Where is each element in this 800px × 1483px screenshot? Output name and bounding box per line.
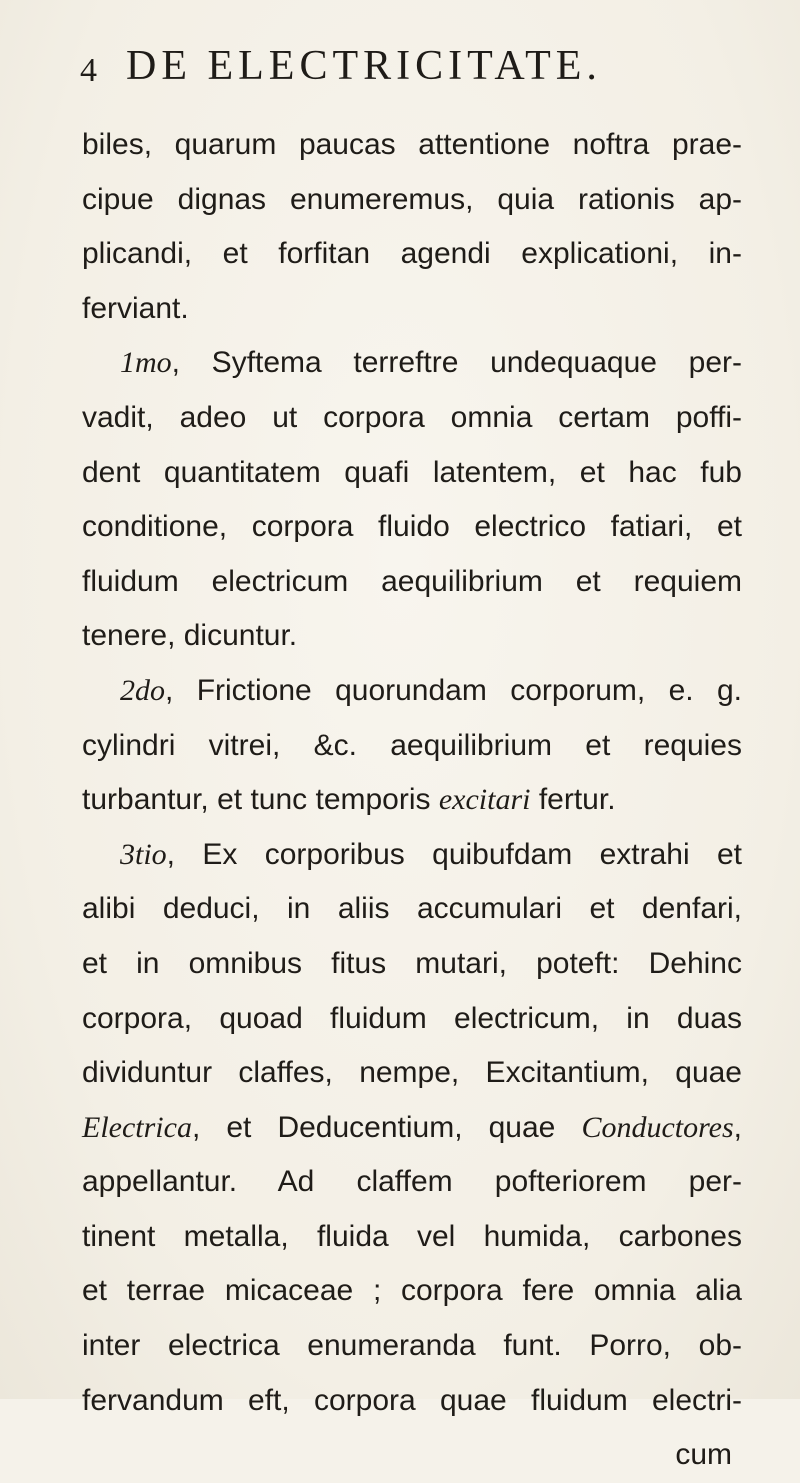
text-span: dent quantitatem quafi latentem, et hac fub — [82, 455, 742, 489]
text-line — [82, 391, 742, 446]
text-line — [82, 446, 742, 501]
text-span: , Syftema terreftre undequaque per- — [171, 346, 742, 380]
text-span: cylindri vitrei, &c. aequilibrium et requies — [82, 728, 742, 762]
text-line — [82, 1319, 742, 1374]
running-title: DE ELECTRICITATE. — [126, 43, 602, 89]
italic-text: Conductores — [581, 1110, 734, 1144]
text-span: plicandi, et forfitan agendi explicationi, in- — [82, 237, 742, 271]
text-line — [82, 992, 742, 1047]
text-line — [82, 1374, 742, 1429]
text-span: conditione, corpora fluido electrico fatiari, et — [82, 510, 742, 544]
text-line — [82, 227, 742, 282]
text-span: et in omnibus fitus mutari, poteft: Dehinc — [82, 946, 742, 980]
italic-text: 2do — [120, 673, 165, 707]
text-line — [82, 336, 742, 391]
italic-text: 1mo — [120, 346, 172, 380]
body-text — [82, 118, 742, 1483]
text-span: , Ex corporibus quibufdam extrahi et — [166, 837, 742, 871]
text-span: , Frictione quorundam corporum, e. g. — [165, 673, 742, 707]
text-span: vadit, adeo ut corpora omnia certam poffi- — [82, 400, 742, 434]
text-line — [82, 500, 742, 555]
text-line — [82, 828, 742, 883]
text-line — [82, 719, 742, 774]
text-span: cipue dignas enumeremus, quia rationis ap- — [82, 182, 742, 216]
text-span: tinent metalla, fluida vel humida, carbones — [82, 1219, 742, 1253]
text-span: et terrae micaceae ; corpora fere omnia alia — [82, 1274, 742, 1308]
text-span: ferviant. — [82, 291, 189, 325]
text-span: biles, quarum paucas attentione noftra prae- — [82, 128, 742, 161]
text-line — [82, 1101, 742, 1156]
text-span: , et Deducentium, quae — [191, 1110, 582, 1144]
page-header — [80, 42, 680, 102]
text-span: inter electrica enumeranda funt. Porro, ob- — [82, 1329, 742, 1363]
text-line — [82, 282, 742, 337]
text-line — [82, 609, 742, 664]
text-line — [82, 1264, 742, 1319]
text-span: fervandum eft, corpora quae fluidum electri- — [82, 1383, 742, 1417]
text-line — [82, 173, 742, 228]
text-line — [82, 1210, 742, 1265]
text-span: corpora, quoad fluidum electricum, in duas — [82, 1001, 742, 1035]
text-line — [82, 1046, 742, 1101]
italic-text: excitari — [438, 783, 531, 817]
text-line — [82, 882, 742, 937]
text-line — [82, 555, 742, 610]
text-line — [82, 1155, 742, 1210]
text-span: tenere, dicuntur. — [82, 619, 298, 653]
text-span: turbantur, et tunc temporis — [82, 783, 439, 817]
page-number: 4 — [80, 52, 97, 89]
text-span: dividuntur claffes, nempe, Excitantium, quae — [82, 1056, 742, 1090]
text-span: fluidum electricum aequilibrium et requiem — [82, 564, 742, 598]
italic-text: 3tio — [120, 837, 167, 871]
text-line — [82, 773, 742, 828]
text-span: appellantur. Ad claffem pofteriorem per- — [82, 1165, 742, 1199]
text-line — [82, 664, 742, 719]
text-line — [82, 118, 742, 173]
text-line — [82, 937, 742, 992]
catchword: cum — [675, 1438, 732, 1472]
text-span: alibi deduci, in aliis accumulari et denfari, — [82, 892, 742, 926]
italic-text: Electrica — [82, 1110, 192, 1144]
text-span: , — [733, 1110, 742, 1144]
text-span: fertur. — [530, 783, 616, 817]
